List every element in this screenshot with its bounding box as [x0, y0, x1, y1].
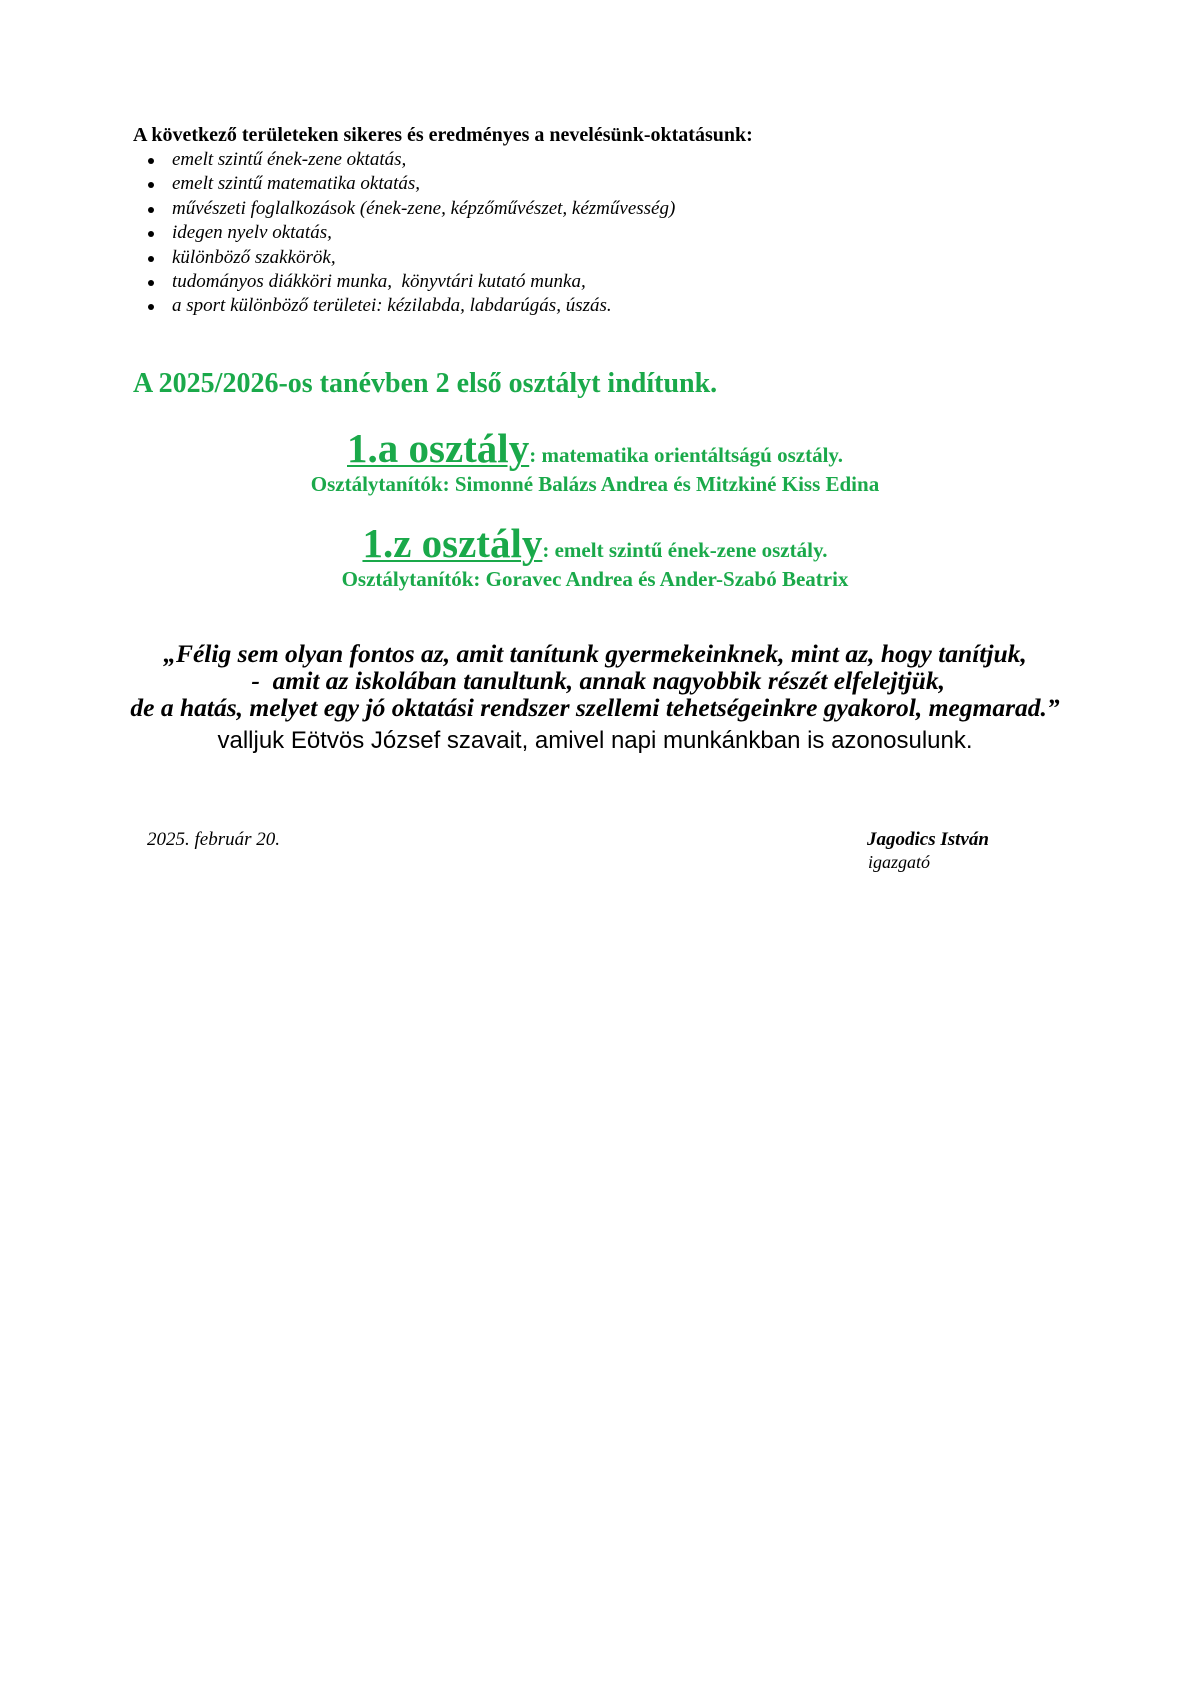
areas-list — [148, 148, 675, 319]
class-1a-description: : matematika orientáltságú osztály. — [529, 443, 843, 467]
school-year-headline: A 2025/2026-os tanévben 2 első osztályt indítunk. — [133, 368, 718, 399]
list-item: idegen nyelv oktatás, — [148, 221, 675, 245]
document-date: 2025. február 20. — [147, 829, 280, 850]
list-item: emelt szintű ének-zene oktatás, — [148, 148, 675, 172]
class-1z-title — [0, 519, 1190, 567]
signatory-title: igazgató — [868, 852, 931, 872]
list-item: tudományos diákköri munka, könyvtári kutató munka, — [148, 270, 675, 294]
class-1a-teachers: Osztálytanítók: Simonné Balázs Andrea és Mitzkiné Kiss Edina — [310, 472, 880, 496]
quote-reference: valljuk Eötvös József szavait, amivel napi munkánkban is azonosulunk. — [217, 727, 973, 754]
class-1z-teachers: Osztálytanítók: Goravec Andrea és Ander-Szabó Beatrix — [341, 567, 849, 591]
list-item: emelt szintű matematika oktatás, — [148, 172, 675, 196]
quote-line: de a hatás, melyet egy jó oktatási rendszer szellemi tehetségeinkre gyakorol, megmarad.” — [130, 693, 1060, 722]
quote-line: „Félig sem olyan fontos az, amit tanítunk gyermekeinknek, mint az, hogy tanítjuk, — [163, 639, 1027, 668]
class-1a-title — [0, 424, 1190, 472]
class-1z-name: 1.z osztály — [362, 520, 543, 566]
quote-block — [0, 640, 1190, 721]
list-item: különböző szakkörök, — [148, 246, 675, 270]
intro-heading: A következő területeken sikeres és eredményes a nevelésünk-oktatásunk: — [133, 124, 753, 146]
class-1z-description: : emelt szintű ének-zene osztály. — [542, 538, 828, 562]
signatory-name: Jagodics István — [867, 829, 989, 850]
class-1a-name: 1.a osztály — [347, 425, 530, 471]
quote-line: - amit az iskolában tanultunk, annak nagyobbik részét elfelejtjük, — [245, 666, 945, 695]
list-item: művészeti foglalkozások (ének-zene, képzőművészet, kézművesség) — [148, 197, 675, 221]
list-item: a sport különböző területei: kézilabda, labdarúgás, úszás. — [148, 294, 675, 318]
